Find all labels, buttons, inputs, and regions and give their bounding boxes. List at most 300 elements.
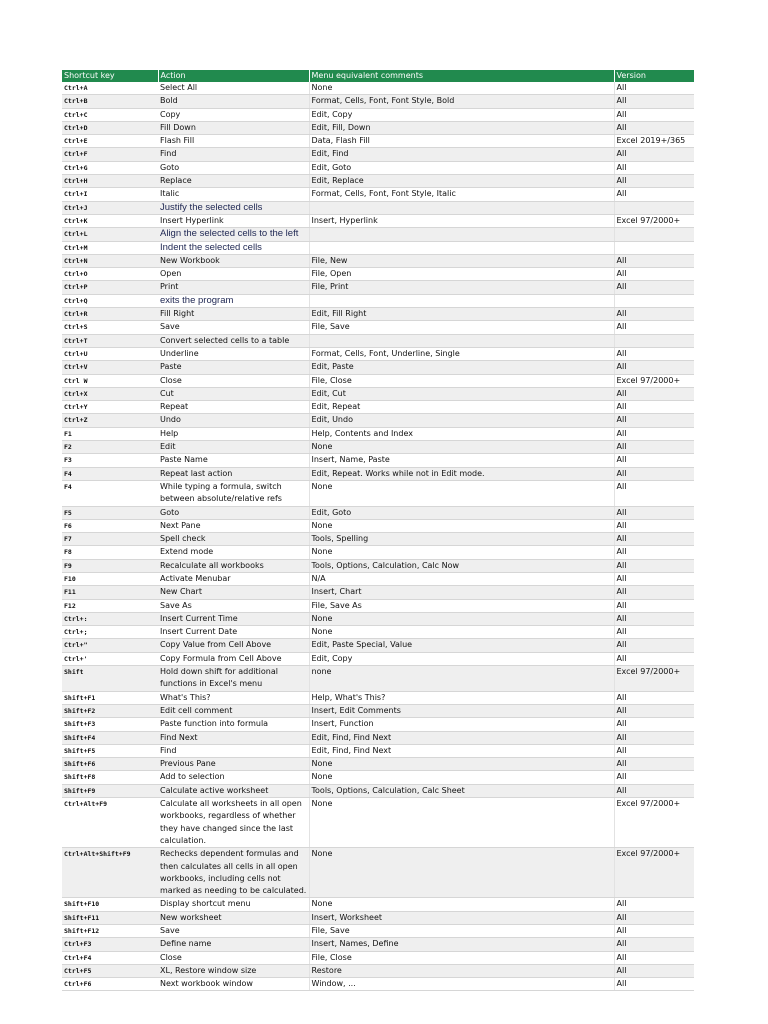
cell-menu-equivalent: File, Save [309,321,614,334]
cell-menu-equivalent: Help, What's This? [309,691,614,704]
table-row [62,148,694,161]
table-row [62,121,694,134]
cell-shortcut-key: F2 [62,441,158,454]
cell-menu-equivalent: Tools, Options, Calculation, Calc Sheet [309,784,614,797]
table-row [62,308,694,321]
cell-version [614,201,694,214]
cell-shortcut-key: Ctrl+Y [62,401,158,414]
table-row [62,798,694,848]
cell-action: New Chart [158,586,309,599]
cell-version: All [614,427,694,440]
table-row [62,321,694,334]
cell-menu-equivalent: None [309,758,614,771]
table-row [62,978,694,991]
table-row [62,387,694,400]
cell-menu-equivalent: Insert, Edit Comments [309,704,614,717]
header-menu-equivalent: Menu equivalent comments [309,70,614,82]
cell-version: All [614,758,694,771]
cell-action: exits the program [158,294,309,307]
table-row [62,294,694,307]
cell-shortcut-key: Ctrl+M [62,241,158,254]
cell-action: Display shortcut menu [158,898,309,911]
cell-menu-equivalent: N/A [309,572,614,585]
cell-menu-equivalent: Edit, Paste [309,361,614,374]
cell-menu-equivalent: Edit, Undo [309,414,614,427]
table-row [62,374,694,387]
table-row [62,361,694,374]
table-row [62,95,694,108]
cell-version: All [614,546,694,559]
cell-action: Find [158,744,309,757]
cell-action: Paste function into formula [158,718,309,731]
cell-version: All [614,161,694,174]
cell-shortcut-key: Ctrl+Alt+Shift+F9 [62,848,158,898]
cell-action: Previous Pane [158,758,309,771]
cell-shortcut-key: F8 [62,546,158,559]
cell-action: Find Next [158,731,309,744]
cell-menu-equivalent: Edit, Repeat. Works while not in Edit mode. [309,467,614,480]
cell-version [614,241,694,254]
cell-menu-equivalent: Edit, Replace [309,175,614,188]
cell-action: Align the selected cells to the left [158,228,309,241]
shortcut-table-container [62,70,694,991]
table-row [62,201,694,214]
table-row [62,639,694,652]
cell-action: New Workbook [158,254,309,267]
table-header [62,70,694,82]
cell-menu-equivalent [309,294,614,307]
cell-action: Save [158,321,309,334]
cell-shortcut-key: Shift+F3 [62,718,158,731]
table-row [62,254,694,267]
table-row [62,281,694,294]
table-row [62,626,694,639]
cell-shortcut-key: Ctrl+F3 [62,938,158,951]
table-row [62,82,694,95]
table-row [62,480,694,506]
cell-menu-equivalent: None [309,612,614,625]
cell-action: Hold down shift for additional functions in Excel's menu [158,666,309,692]
cell-action: Copy Formula from Cell Above [158,652,309,665]
cell-shortcut-key: Shift+F1 [62,691,158,704]
cell-version: All [614,639,694,652]
cell-shortcut-key: Shift+F9 [62,784,158,797]
cell-menu-equivalent: Format, Cells, Font, Font Style, Italic [309,188,614,201]
cell-menu-equivalent: Edit, Find, Find Next [309,731,614,744]
cell-version: Excel 97/2000+ [614,374,694,387]
cell-version: All [614,533,694,546]
cell-shortcut-key: F4 [62,467,158,480]
table-row [62,414,694,427]
table-row [62,135,694,148]
cell-shortcut-key: F3 [62,454,158,467]
cell-menu-equivalent: Edit, Find, Find Next [309,744,614,757]
cell-menu-equivalent: File, Close [309,374,614,387]
cell-menu-equivalent: Edit, Fill Right [309,308,614,321]
cell-shortcut-key: Ctrl+Q [62,294,158,307]
cell-version: All [614,744,694,757]
cell-action: Rechecks dependent formulas and then calculates all cells in all open workbooks, including cells not marked as needing to be calculated. [158,848,309,898]
cell-shortcut-key: Ctrl+V [62,361,158,374]
cell-shortcut-key: Ctrl+R [62,308,158,321]
cell-menu-equivalent: File, Print [309,281,614,294]
cell-menu-equivalent: File, Save As [309,599,614,612]
cell-action: Recalculate all workbooks [158,559,309,572]
cell-action: Copy [158,108,309,121]
cell-action: Italic [158,188,309,201]
table-row [62,938,694,951]
table-body [62,82,694,991]
cell-version: All [614,731,694,744]
table-row [62,506,694,519]
cell-action: XL, Restore window size [158,964,309,977]
cell-menu-equivalent: Edit, Fill, Down [309,121,614,134]
cell-shortcut-key: F9 [62,559,158,572]
cell-menu-equivalent: File, Save [309,925,614,938]
cell-shortcut-key: Ctrl+O [62,268,158,281]
cell-shortcut-key: Ctrl+I [62,188,158,201]
cell-menu-equivalent: None [309,848,614,898]
cell-version: All [614,175,694,188]
cell-action: Activate Menubar [158,572,309,585]
cell-version: All [614,281,694,294]
cell-menu-equivalent [309,228,614,241]
cell-menu-equivalent: Insert, Names, Define [309,938,614,951]
header-version: Version [614,70,694,82]
cell-shortcut-key: Ctrl+S [62,321,158,334]
cell-shortcut-key: Ctrl+N [62,254,158,267]
cell-action: Print [158,281,309,294]
cell-shortcut-key: Ctrl+F4 [62,951,158,964]
table-row [62,441,694,454]
table-row [62,758,694,771]
cell-version: All [614,586,694,599]
cell-menu-equivalent: Window, ... [309,978,614,991]
header-row [62,70,694,82]
cell-menu-equivalent: Insert, Chart [309,586,614,599]
cell-shortcut-key: Ctrl+L [62,228,158,241]
cell-menu-equivalent: Edit, Copy [309,108,614,121]
cell-version: All [614,108,694,121]
cell-action: Insert Current Time [158,612,309,625]
cell-action: Cut [158,387,309,400]
cell-version: Excel 2019+/365 [614,135,694,148]
table-row [62,666,694,692]
cell-action: Fill Down [158,121,309,134]
cell-menu-equivalent: Format, Cells, Font, Underline, Single [309,347,614,360]
cell-version: All [614,599,694,612]
cell-version: All [614,898,694,911]
cell-menu-equivalent: Format, Cells, Font, Font Style, Bold [309,95,614,108]
cell-action: Paste Name [158,454,309,467]
table-row [62,559,694,572]
cell-action: New worksheet [158,911,309,924]
cell-menu-equivalent: None [309,480,614,506]
cell-shortcut-key: Ctrl+F6 [62,978,158,991]
cell-action: Next workbook window [158,978,309,991]
cell-action: Define name [158,938,309,951]
cell-action: Indent the selected cells [158,241,309,254]
cell-shortcut-key: Ctrl+G [62,161,158,174]
table-row [62,533,694,546]
cell-version: Excel 97/2000+ [614,214,694,227]
cell-menu-equivalent [309,201,614,214]
table-row [62,951,694,964]
cell-version: All [614,268,694,281]
cell-version: All [614,506,694,519]
table-row [62,731,694,744]
cell-shortcut-key: Ctrl+B [62,95,158,108]
cell-action: Calculate all worksheets in all open workbooks, regardless of whether they have changed since the last calculation. [158,798,309,848]
cell-action: What's This? [158,691,309,704]
cell-menu-equivalent: None [309,546,614,559]
table-row [62,268,694,281]
cell-shortcut-key: Ctrl+; [62,626,158,639]
cell-menu-equivalent: None [309,898,614,911]
table-row [62,546,694,559]
shortcut-table [62,70,695,991]
table-row [62,771,694,784]
table-row [62,848,694,898]
cell-version: All [614,612,694,625]
cell-action: Edit [158,441,309,454]
cell-version: All [614,308,694,321]
cell-shortcut-key: Ctrl+' [62,652,158,665]
cell-version: All [614,691,694,704]
table-row [62,334,694,347]
cell-version: All [614,964,694,977]
cell-action: Select All [158,82,309,95]
cell-shortcut-key: F1 [62,427,158,440]
cell-version: Excel 97/2000+ [614,666,694,692]
cell-version: All [614,361,694,374]
cell-menu-equivalent: None [309,798,614,848]
cell-action: Edit cell comment [158,704,309,717]
cell-action: Flash Fill [158,135,309,148]
cell-shortcut-key: F4 [62,480,158,506]
table-row [62,347,694,360]
table-row [62,161,694,174]
header-action: Action [158,70,309,82]
table-row [62,784,694,797]
cell-menu-equivalent: File, Close [309,951,614,964]
cell-action: Underline [158,347,309,360]
cell-action: Next Pane [158,519,309,532]
cell-menu-equivalent: Insert, Name, Paste [309,454,614,467]
table-row [62,744,694,757]
cell-menu-equivalent: Edit, Find [309,148,614,161]
cell-action: Spell check [158,533,309,546]
cell-action: Justify the selected cells [158,201,309,214]
cell-version: All [614,188,694,201]
cell-version: All [614,480,694,506]
cell-shortcut-key: Shift+F5 [62,744,158,757]
cell-menu-equivalent: None [309,771,614,784]
cell-action: Extend mode [158,546,309,559]
cell-version: All [614,387,694,400]
cell-shortcut-key: Ctrl+F5 [62,964,158,977]
cell-action: Fill Right [158,308,309,321]
table-row [62,691,694,704]
cell-menu-equivalent: Restore [309,964,614,977]
cell-version: All [614,401,694,414]
cell-action: Goto [158,161,309,174]
cell-action: Open [158,268,309,281]
cell-shortcut-key: F11 [62,586,158,599]
cell-shortcut-key: Ctrl+P [62,281,158,294]
cell-version: All [614,121,694,134]
cell-version: All [614,321,694,334]
cell-shortcut-key: Ctrl W [62,374,158,387]
cell-menu-equivalent: File, New [309,254,614,267]
table-row [62,108,694,121]
cell-action: Convert selected cells to a table [158,334,309,347]
cell-version: All [614,559,694,572]
cell-shortcut-key: Shift [62,666,158,692]
cell-version: All [614,951,694,964]
cell-menu-equivalent: Edit, Goto [309,161,614,174]
cell-shortcut-key: Ctrl+H [62,175,158,188]
table-row [62,519,694,532]
cell-action: Copy Value from Cell Above [158,639,309,652]
table-row [62,704,694,717]
cell-version: All [614,95,694,108]
table-row [62,228,694,241]
cell-menu-equivalent: Help, Contents and Index [309,427,614,440]
cell-menu-equivalent: Edit, Copy [309,652,614,665]
cell-action: Save [158,925,309,938]
cell-menu-equivalent: None [309,441,614,454]
table-row [62,401,694,414]
table-row [62,898,694,911]
cell-version: All [614,626,694,639]
cell-action: While typing a formula, switch between absolute/relative refs [158,480,309,506]
cell-version: All [614,414,694,427]
cell-menu-equivalent: Edit, Goto [309,506,614,519]
cell-shortcut-key: Shift+F4 [62,731,158,744]
cell-shortcut-key: Ctrl+J [62,201,158,214]
cell-version: All [614,519,694,532]
cell-menu-equivalent: Edit, Paste Special, Value [309,639,614,652]
cell-action: Replace [158,175,309,188]
cell-menu-equivalent: File, Open [309,268,614,281]
cell-action: Add to selection [158,771,309,784]
cell-menu-equivalent [309,241,614,254]
cell-version: All [614,771,694,784]
cell-version [614,334,694,347]
table-row [62,241,694,254]
cell-shortcut-key: Ctrl+K [62,214,158,227]
cell-version: All [614,148,694,161]
table-row [62,175,694,188]
table-row [62,925,694,938]
cell-shortcut-key: Shift+F6 [62,758,158,771]
table-row [62,467,694,480]
cell-menu-equivalent: Insert, Worksheet [309,911,614,924]
cell-shortcut-key: Ctrl+A [62,82,158,95]
table-row [62,599,694,612]
table-row [62,454,694,467]
table-row [62,612,694,625]
cell-version: All [614,925,694,938]
cell-version: All [614,254,694,267]
table-row [62,188,694,201]
cell-version: All [614,467,694,480]
cell-action: Find [158,148,309,161]
cell-version: All [614,911,694,924]
cell-menu-equivalent: Edit, Repeat [309,401,614,414]
cell-shortcut-key: F10 [62,572,158,585]
cell-shortcut-key: F7 [62,533,158,546]
cell-action: Insert Hyperlink [158,214,309,227]
table-row [62,214,694,227]
cell-version: All [614,454,694,467]
cell-version: All [614,938,694,951]
table-row [62,572,694,585]
cell-shortcut-key: Shift+F8 [62,771,158,784]
cell-menu-equivalent: Tools, Options, Calculation, Calc Now [309,559,614,572]
header-shortcut-key: Shortcut key [62,70,158,82]
cell-shortcut-key: Shift+F10 [62,898,158,911]
cell-version [614,294,694,307]
table-row [62,652,694,665]
cell-menu-equivalent: Edit, Cut [309,387,614,400]
cell-menu-equivalent: Insert, Function [309,718,614,731]
cell-action: Paste [158,361,309,374]
cell-action: Help [158,427,309,440]
cell-version: Excel 97/2000+ [614,798,694,848]
cell-shortcut-key: Shift+F11 [62,911,158,924]
cell-action: Save As [158,599,309,612]
cell-action: Repeat [158,401,309,414]
cell-shortcut-key: Ctrl+: [62,612,158,625]
cell-shortcut-key: Ctrl+D [62,121,158,134]
cell-version: All [614,718,694,731]
cell-shortcut-key: Ctrl+F [62,148,158,161]
cell-version: All [614,82,694,95]
cell-menu-equivalent: Tools, Spelling [309,533,614,546]
cell-menu-equivalent: none [309,666,614,692]
table-row [62,586,694,599]
cell-menu-equivalent: None [309,626,614,639]
cell-shortcut-key: Ctrl+X [62,387,158,400]
cell-menu-equivalent [309,334,614,347]
cell-shortcut-key: Shift+F2 [62,704,158,717]
cell-version: All [614,441,694,454]
cell-action: Calculate active worksheet [158,784,309,797]
cell-version: Excel 97/2000+ [614,848,694,898]
cell-action: Goto [158,506,309,519]
cell-action: Close [158,951,309,964]
cell-action: Undo [158,414,309,427]
table-row [62,911,694,924]
table-row [62,427,694,440]
cell-menu-equivalent: Insert, Hyperlink [309,214,614,227]
cell-shortcut-key: Ctrl+Z [62,414,158,427]
cell-version: All [614,347,694,360]
cell-shortcut-key: F6 [62,519,158,532]
cell-action: Insert Current Date [158,626,309,639]
table-row [62,964,694,977]
cell-shortcut-key: F5 [62,506,158,519]
cell-version: All [614,652,694,665]
cell-shortcut-key: F12 [62,599,158,612]
cell-shortcut-key: Ctrl+" [62,639,158,652]
cell-shortcut-key: Shift+F12 [62,925,158,938]
cell-menu-equivalent: None [309,519,614,532]
cell-shortcut-key: Ctrl+E [62,135,158,148]
cell-version: All [614,784,694,797]
